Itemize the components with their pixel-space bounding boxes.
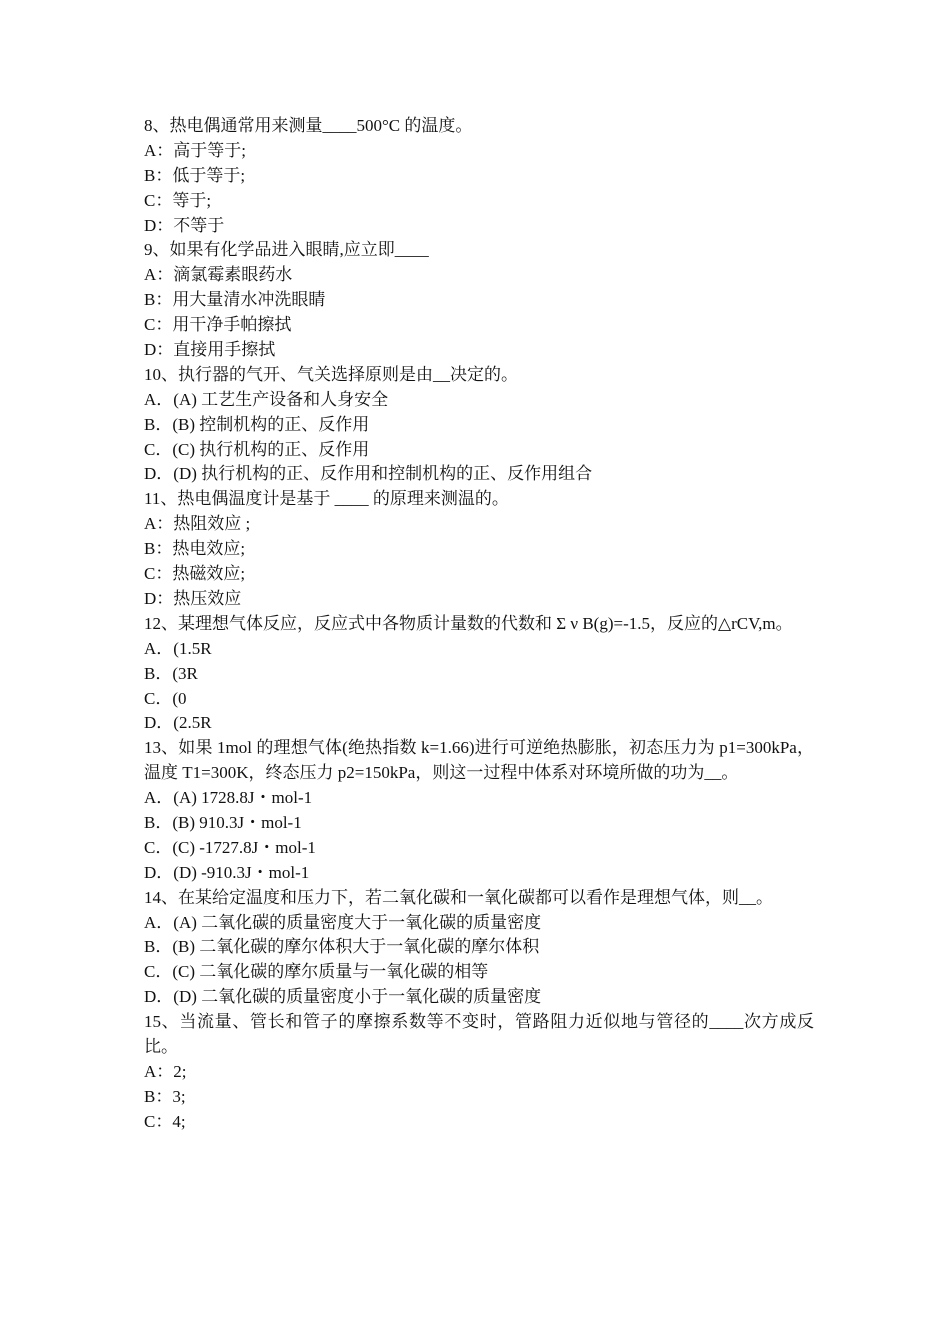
option-c: C．(0 — [144, 688, 187, 708]
option-a: A：高于等于; — [144, 140, 246, 160]
option-c: C：用干净手帕擦拭 — [144, 315, 292, 335]
option-a: A．(1.5R — [144, 638, 212, 658]
question-15 — [144, 1010, 814, 1134]
option-c: C：4; — [144, 1111, 186, 1131]
question-stem: 14、在某给定温度和压力下，若二氧化碳和一氧化碳都可以看作是理想气体，则__。 — [144, 887, 773, 907]
option-c: C：热磁效应; — [144, 564, 246, 584]
option-b: B．(3R — [144, 663, 198, 683]
option-a: A：2; — [144, 1061, 187, 1081]
option-d: D．(D) -910.3J・mol-1 — [144, 862, 310, 882]
option-a: A．(A) 工艺生产设备和人身安全 — [144, 389, 389, 409]
option-a: A．(A) 1728.8J・mol-1 — [144, 788, 313, 808]
question-11 — [144, 487, 814, 611]
question-stem: 13、如果 1mol 的理想气体(绝热指数 k=1.66)进行可逆绝热膨胀，初态压力为 p1=300kPa，温度 T1=300K，终态压力 p2=150kPa，则这一过程中体系对环境所做的功为__。 — [144, 738, 814, 783]
question-stem: 9、如果有化学品进入眼睛,应立即____ — [144, 240, 429, 260]
option-b: B．(B) 二氧化碳的摩尔体积大于一氧化碳的摩尔体积 — [144, 937, 540, 957]
question-stem: 11、热电偶温度计是基于 ____ 的原理来测温的。 — [144, 489, 509, 509]
option-c: C．(C) -1727.8J・mol-1 — [144, 837, 316, 857]
option-d: D：热压效应 — [144, 588, 242, 608]
question-stem: 15、当流量、管长和管子的摩擦系数等不变时，管路阻力近似地与管径的____次方成反比。 — [144, 1012, 814, 1057]
option-d: D．(D) 执行机构的正、反作用和控制机构的正、反作用组合 — [144, 464, 593, 484]
question-9 — [144, 238, 814, 362]
question-10 — [144, 363, 814, 487]
option-b: B：热电效应; — [144, 539, 246, 559]
option-d: D．(D) 二氧化碳的质量密度小于一氧化碳的质量密度 — [144, 987, 542, 1007]
option-b: B：3; — [144, 1086, 186, 1106]
option-b: B．(B) 控制机构的正、反作用 — [144, 414, 370, 434]
option-b: B：低于等于; — [144, 165, 246, 185]
option-b: B．(B) 910.3J・mol-1 — [144, 812, 302, 832]
option-d: D：不等于 — [144, 215, 225, 235]
question-8 — [144, 114, 814, 238]
option-d: D．(2.5R — [144, 713, 212, 733]
document-page — [144, 114, 814, 1135]
option-a: A：热阻效应 ; — [144, 514, 251, 534]
question-stem: 12、某理想气体反应，反应式中各物质计量数的代数和 Σ ν B(g)=-1.5，反应的△rCV,m。 — [144, 613, 793, 633]
option-c: C：等于; — [144, 190, 212, 210]
option-b: B：用大量清水冲洗眼睛 — [144, 290, 326, 310]
option-d: D：直接用手擦拭 — [144, 340, 276, 360]
option-a: A：滴氯霉素眼药水 — [144, 265, 293, 285]
question-13 — [144, 736, 814, 885]
question-stem: 8、热电偶通常用来测量____500°C 的温度。 — [144, 116, 473, 135]
question-stem: 10、执行器的气开、气关选择原则是由__决定的。 — [144, 364, 518, 384]
option-a: A．(A) 二氧化碳的质量密度大于一氧化碳的质量密度 — [144, 912, 542, 932]
question-14 — [144, 886, 814, 1010]
option-c: C．(C) 执行机构的正、反作用 — [144, 439, 370, 459]
question-12 — [144, 612, 814, 736]
option-c: C．(C) 二氧化碳的摩尔质量与一氧化碳的相等 — [144, 962, 489, 982]
